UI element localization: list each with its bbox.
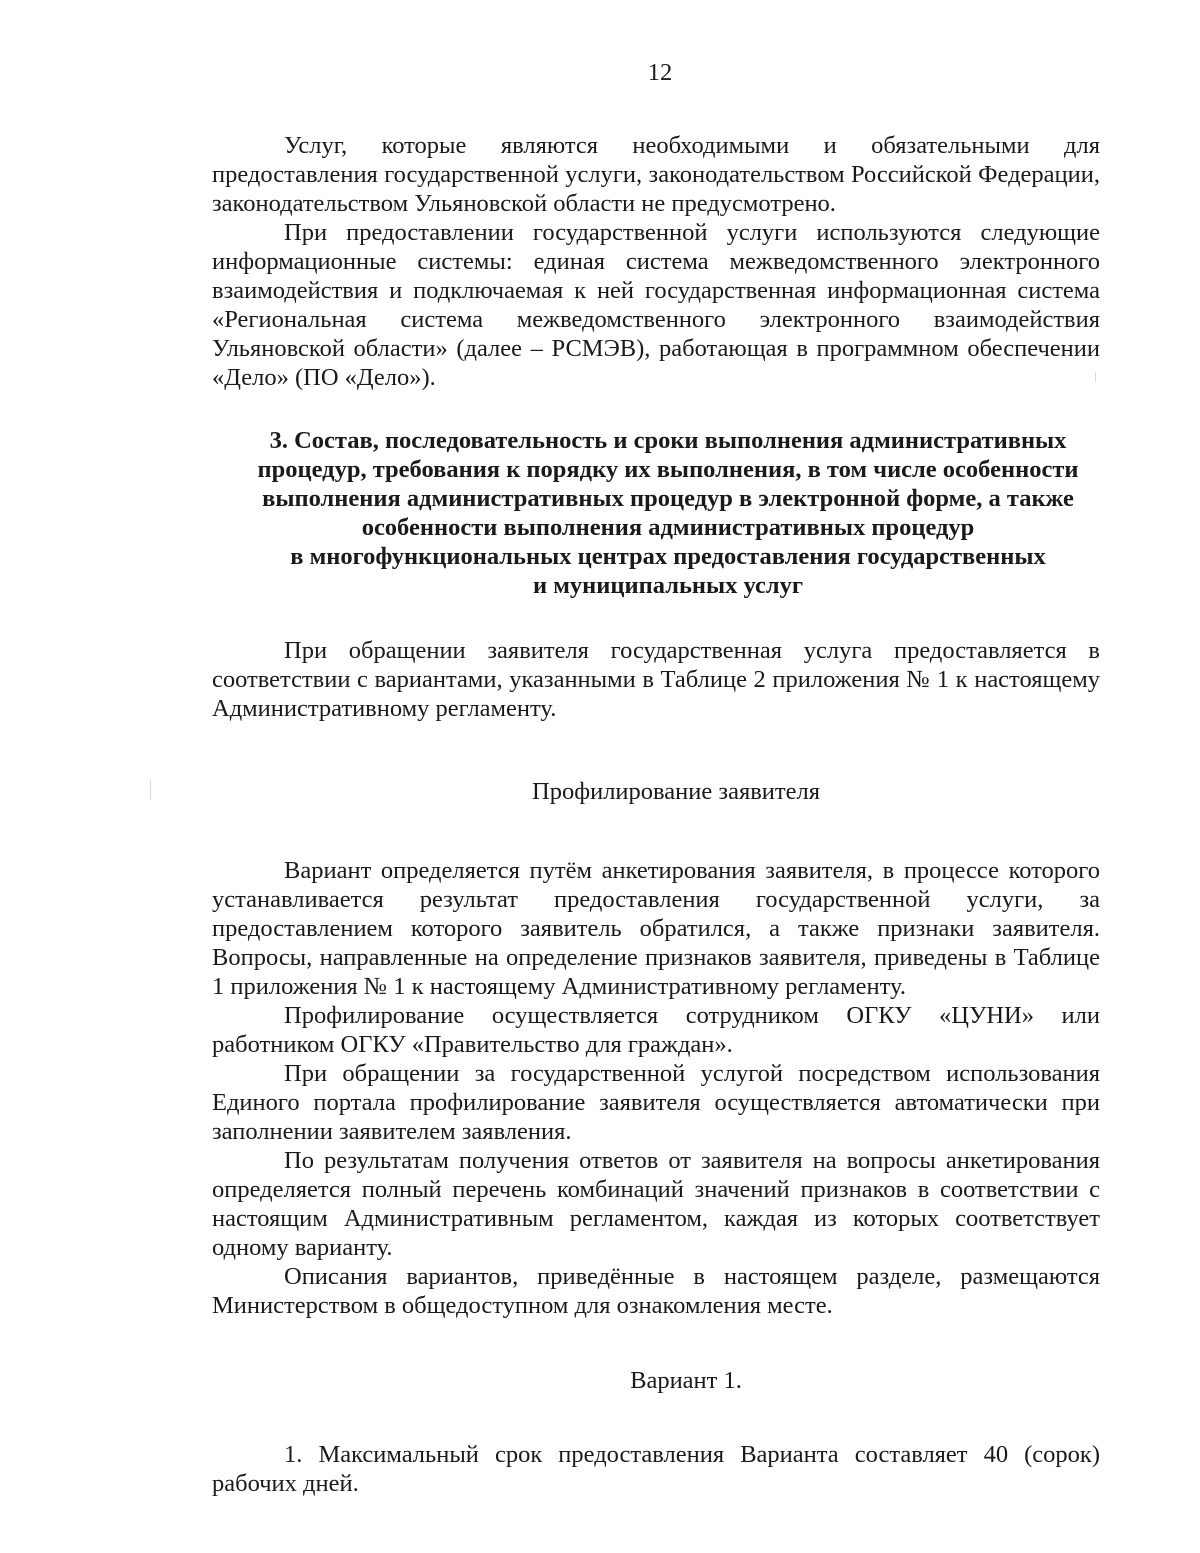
section-heading-line: в многофункциональных центрах предоставления государственных	[290, 543, 1046, 570]
paragraph: Описания вариантов, приведённые в настоящем разделе, размещаются Министерством в общедоступном для ознакомления месте.	[212, 1263, 1100, 1319]
section-heading-line: выполнения административных процедур в электронной форме, а также	[262, 485, 1074, 512]
paragraph: Услуг, которые являются необходимыми и обязательными для предоставления государственной услуги, законодательством Российской Федерации, законодательством Ульяновской области не предусмотрено.	[212, 132, 1100, 217]
section-heading-line: процедур, требования к порядку их выполнения, в том числе особенности	[257, 456, 1079, 483]
page-number: 12	[647, 59, 673, 86]
paragraph: При обращении за государственной услугой посредством использования Единого портала профилирование заявителя осуществляется автоматически при заполнении заявителем заявления.	[212, 1060, 1100, 1145]
section-heading-line: особенности выполнения административных процедур	[361, 514, 975, 541]
subheading-profiling: Профилирование заявителя	[532, 778, 820, 805]
section-heading-line: 3. Состав, последовательность и сроки выполнения административных	[269, 427, 1067, 454]
paragraph: По результатам получения ответов от заявителя на вопросы анкетирования определяется полный перечень комбинаций значений признаков в соответствии с настоящим Административным регламентом, каждая из которых соответствует одному варианту.	[212, 1147, 1100, 1261]
paragraph: Вариант определяется путём анкетирования заявителя, в процессе которого устанавливается результат предоставления государственной услуги, за предоставлением которого заявитель обратился, а также признаки заявителя. Вопросы, направленные на определение признаков заявителя, приведены в Таблице 1 приложения № 1 к настоящему Административному регламенту.	[212, 857, 1100, 1000]
paragraph: 1. Максимальный срок предоставления Варианта составляет 40 (сорок) рабочих дней.	[212, 1441, 1100, 1497]
paragraph: Профилирование осуществляется сотрудником ОГКУ «ЦУНИ» или работником ОГКУ «Правительство для граждан».	[212, 1002, 1100, 1058]
section-heading	[256, 426, 1080, 600]
paragraph: При обращении заявителя государственная услуга предоставляется в соответствии с вариантами, указанными в Таблице 2 приложения № 1 к настоящему Административному регламенту.	[212, 637, 1100, 722]
subheading-variant: Вариант 1.	[630, 1367, 742, 1394]
scan-artifact-left	[150, 780, 151, 800]
section-heading-line: и муниципальных услуг	[532, 572, 804, 599]
document-page	[212, 58, 1100, 1498]
paragraph: При предоставлении государственной услуги используются следующие информационные системы: единая система межведомственного электронного взаимодействия и подключаемая к ней государственная информационная система «Региональная система межведомственного электронного взаимодействия Ульяновской области» (далее – РСМЭВ), работающая в программном обеспечении «Дело» (ПО «Дело»).	[212, 219, 1100, 391]
